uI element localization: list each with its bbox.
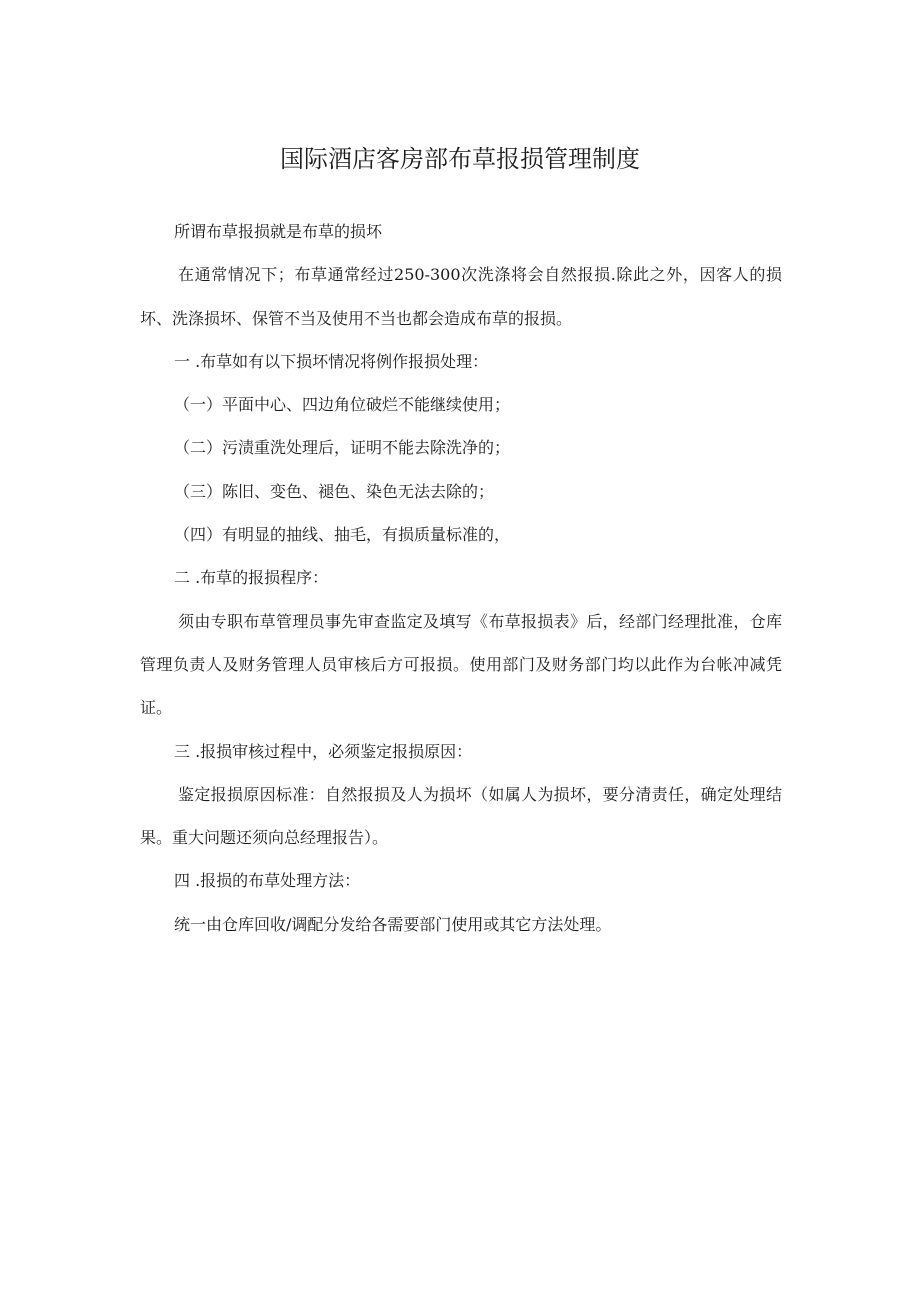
- list-item-four: （四）有明显的抽线、抽毛，有损质量标准的，: [174, 525, 511, 545]
- section-heading-four: 四 .报损的布草处理方法：: [174, 871, 361, 891]
- section-heading-three: 三 .报损审核过程中，必须鉴定报损原因：: [174, 741, 473, 761]
- document-body: [140, 210, 782, 946]
- list-item-three: （三）陈旧、变色、褪色、染色无法去除的；: [174, 481, 495, 501]
- paragraph-normal-conditions: 在通常情况下；布草通常经过250-300次洗涤将会自然报损.除此之外，因客人的损坏、洗涤损坏、保管不当及使用不当也都会造成布草的报损。: [140, 265, 782, 328]
- section-heading-two: 二 .布草的报损程序：: [174, 568, 329, 588]
- paragraph-disposal: 统一由仓库回收/调配分发给各需要部门使用或其它方法处理。: [174, 914, 612, 934]
- section-heading-one: 一 .布草如有以下损坏情况将例作报损处理：: [174, 351, 489, 371]
- paragraph-procedure: 须由专职布草管理员事先审查监定及填写《布草报损表》后，经部门经理批准，仓库管理负责人及财务管理人员审核后方可报损。使用部门及财务部门均以此作为台帐冲减凭证。: [140, 611, 782, 718]
- list-item-two: （二）污渍重洗处理后，证明不能去除洗净的；: [174, 438, 511, 458]
- document-title: 国际酒店客房部布草报损管理制度: [280, 145, 640, 173]
- list-item-one: （一）平面中心、四边角位破烂不能继续使用；: [174, 395, 511, 415]
- paragraph-definition: 所谓布草报损就是布草的损坏: [174, 222, 383, 241]
- paragraph-cause-standard: 鉴定报损原因标准：自然报损及人为损坏（如属人为损坏，要分清责任，确定处理结果。重大问题还须向总经理报告）。: [140, 784, 782, 848]
